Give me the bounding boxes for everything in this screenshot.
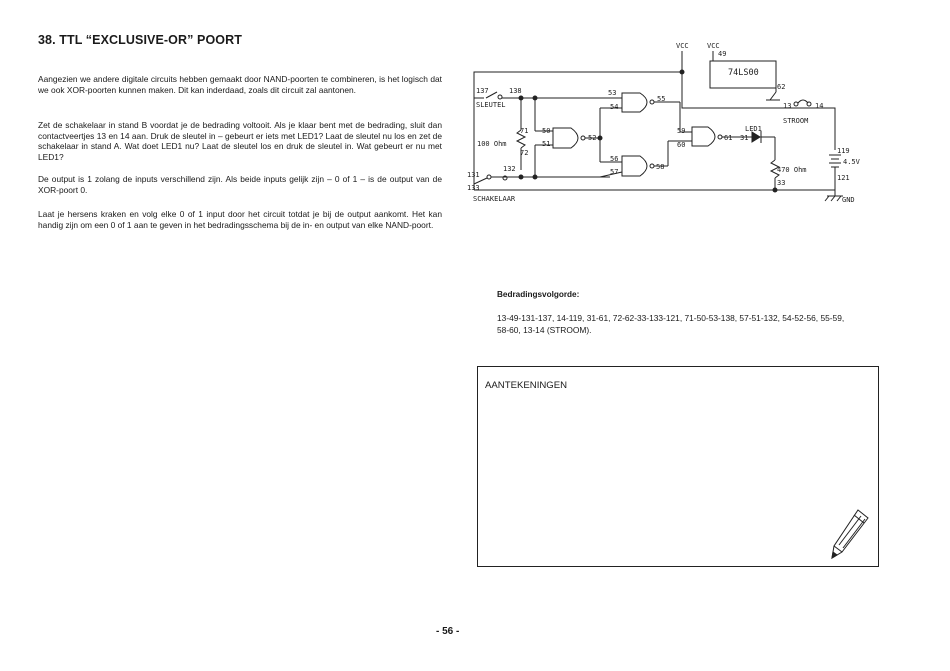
wiring-sequence: 13-49-131-137, 14-119, 31-61, 72-62-33-133-121, 71-50-53-138, 57-51-132, 54-52-56, 55-59, 58-60, 13-14 (STROOM).	[497, 313, 845, 335]
page-title: 38. TTL “EXCLUSIVE-OR” POORT	[38, 33, 242, 47]
pin-58: 58	[656, 163, 665, 171]
pin-62: 62	[777, 83, 786, 91]
chip-label: 74LS00	[728, 68, 759, 78]
resistor-100-label: 100 Ohm	[477, 140, 507, 148]
pin-60: 60	[677, 141, 686, 149]
stroom-label: STROOM	[783, 117, 809, 125]
vcc-label: VCC	[676, 42, 689, 50]
page-number: - 56 -	[436, 626, 460, 637]
notes-label: AANTEKENINGEN	[485, 380, 568, 391]
pencil-icon	[830, 508, 870, 560]
xor-circuit-schematic	[462, 40, 862, 208]
resistor-470-label: 470 Ohm	[777, 166, 807, 174]
notes-box	[477, 366, 879, 567]
exercise-paragraph: Laat je hersens kraken en volg elke 0 of 1 input door het circuit totdat je bij de output aankomt. Het kan handig zijn om een 0 of 1 aan te geven in het bedradingsschema bij de in- en output van elke NAND-poort.	[38, 209, 442, 230]
instructions-paragraph: Zet de schakelaar in stand B voordat je de bedrading voltooit. Als je klaar bent met de bedrading, sluit dan contactveertjes 13 en 14 aan. Druk de sleutel in – gebeurt er iets met LED1? Laat de sleutel nu los en zet de schakelaar in stand A. Wat doet LED1 nu? Laat de sleutel los en druk de sleutel in. Wat gebeurt er nu met LED1?	[38, 120, 442, 162]
pin-13: 13	[783, 102, 792, 110]
pin-133: 133	[467, 184, 480, 192]
wiring-heading: Bedradingsvolgorde:	[497, 290, 580, 299]
pin-56: 56	[610, 155, 619, 163]
gnd-label: GND	[842, 196, 855, 204]
led-label: LED1	[745, 125, 762, 133]
pin-72: 72	[520, 149, 529, 157]
pin-137: 137	[476, 87, 489, 95]
pin-119: 119	[837, 147, 850, 155]
pin-49: 49	[718, 50, 727, 58]
pin-14: 14	[815, 102, 824, 110]
battery-label: 4.5V	[843, 158, 860, 166]
pin-31: 31	[740, 134, 749, 142]
intro-paragraph: Aangezien we andere digitale circuits hebben gemaakt door NAND-poorten te combineren, is het logisch dat we ook XOR-poorten kunnen maken. Dit kan inderdaad, zoals dit circuit zal aantonen.	[38, 74, 442, 95]
pin-51: 51	[542, 140, 551, 148]
pin-52: 52	[588, 134, 597, 142]
vcc-label-2: VCC	[707, 42, 720, 50]
sleutel-label: SLEUTEL	[476, 101, 506, 109]
pin-53: 53	[608, 89, 617, 97]
output-explanation-paragraph: De output is 1 zolang de inputs verschillend zijn. Als beide inputs gelijk zijn – 0 of 1 – is de output van de XOR-poort 0.	[38, 174, 442, 195]
pin-57: 57	[610, 168, 619, 176]
pin-54: 54	[610, 103, 619, 111]
pin-55: 55	[657, 95, 666, 103]
pin-59: 59	[677, 127, 686, 135]
pin-50: 50	[542, 127, 551, 135]
pin-131: 131	[467, 171, 480, 179]
schakelaar-label: SCHAKELAAR	[473, 195, 516, 203]
pin-33: 33	[777, 179, 786, 187]
pin-121: 121	[837, 174, 850, 182]
pin-138: 138	[509, 87, 522, 95]
pin-71: 71	[520, 127, 529, 135]
pin-132: 132	[503, 165, 516, 173]
pin-61: 61	[724, 134, 733, 142]
